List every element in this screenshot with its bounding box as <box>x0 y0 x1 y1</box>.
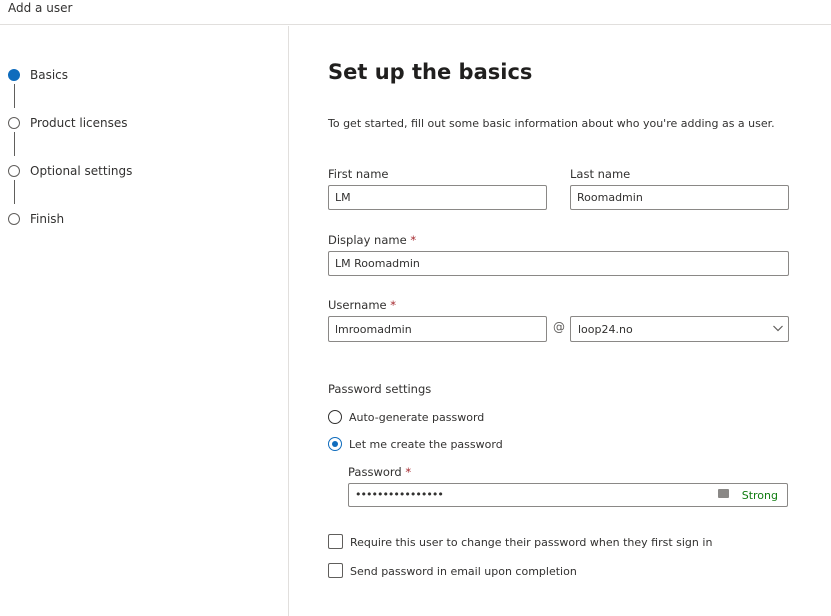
step-label: Optional settings <box>30 164 133 178</box>
chevron-down-icon <box>772 322 784 334</box>
domain-selected-value: loop24.no <box>578 323 633 336</box>
display-name-label: Display name * <box>328 233 417 247</box>
auto-generate-password-radio[interactable] <box>328 410 342 424</box>
required-mark: * <box>390 298 397 312</box>
step-connector <box>14 132 15 156</box>
step-pending-icon <box>8 165 20 177</box>
send-password-email-label[interactable]: Send password in email upon completion <box>350 565 577 578</box>
auto-generate-password-label[interactable]: Auto-generate password <box>349 411 485 424</box>
require-password-change-checkbox[interactable] <box>328 534 343 549</box>
step-pending-icon <box>8 213 20 225</box>
keyboard-icon[interactable] <box>718 489 729 498</box>
send-password-email-checkbox[interactable] <box>328 563 343 578</box>
password-field[interactable] <box>348 483 788 507</box>
username-label: Username * <box>328 298 397 312</box>
password-strength-indicator: Strong <box>741 489 778 502</box>
top-bar <box>0 0 831 25</box>
password-label: Password * <box>348 465 412 479</box>
domain-dropdown[interactable] <box>570 316 789 342</box>
intro-text: To get started, fill out some basic information about who you're adding as a user. <box>328 117 775 130</box>
username-field[interactable] <box>328 316 547 342</box>
first-name-label: First name <box>328 167 389 181</box>
step-label: Finish <box>30 212 65 226</box>
password-masked-value: •••••••••••••••• <box>355 488 443 501</box>
step-connector <box>14 180 15 204</box>
step-label: Basics <box>30 68 69 82</box>
step-connector <box>14 84 15 108</box>
last-name-field[interactable] <box>570 185 789 210</box>
first-name-field[interactable] <box>328 185 547 210</box>
required-mark: * <box>410 233 417 247</box>
required-mark: * <box>405 465 412 479</box>
last-name-label: Last name <box>570 167 631 181</box>
password-settings-label: Password settings <box>328 382 432 396</box>
display-name-field[interactable] <box>328 251 789 276</box>
step-pending-icon <box>8 117 20 129</box>
at-sign: @ <box>553 320 565 334</box>
step-current-icon <box>8 69 20 81</box>
create-password-radio[interactable] <box>328 437 342 451</box>
page-title: Set up the basics <box>328 60 533 84</box>
create-password-label[interactable]: Let me create the password <box>349 438 503 451</box>
wizard-steps-pane <box>0 26 289 616</box>
step-label: Product licenses <box>30 116 128 130</box>
require-password-change-label[interactable]: Require this user to change their password when they first sign in <box>350 536 713 549</box>
wizard-title: Add a user <box>8 1 73 15</box>
